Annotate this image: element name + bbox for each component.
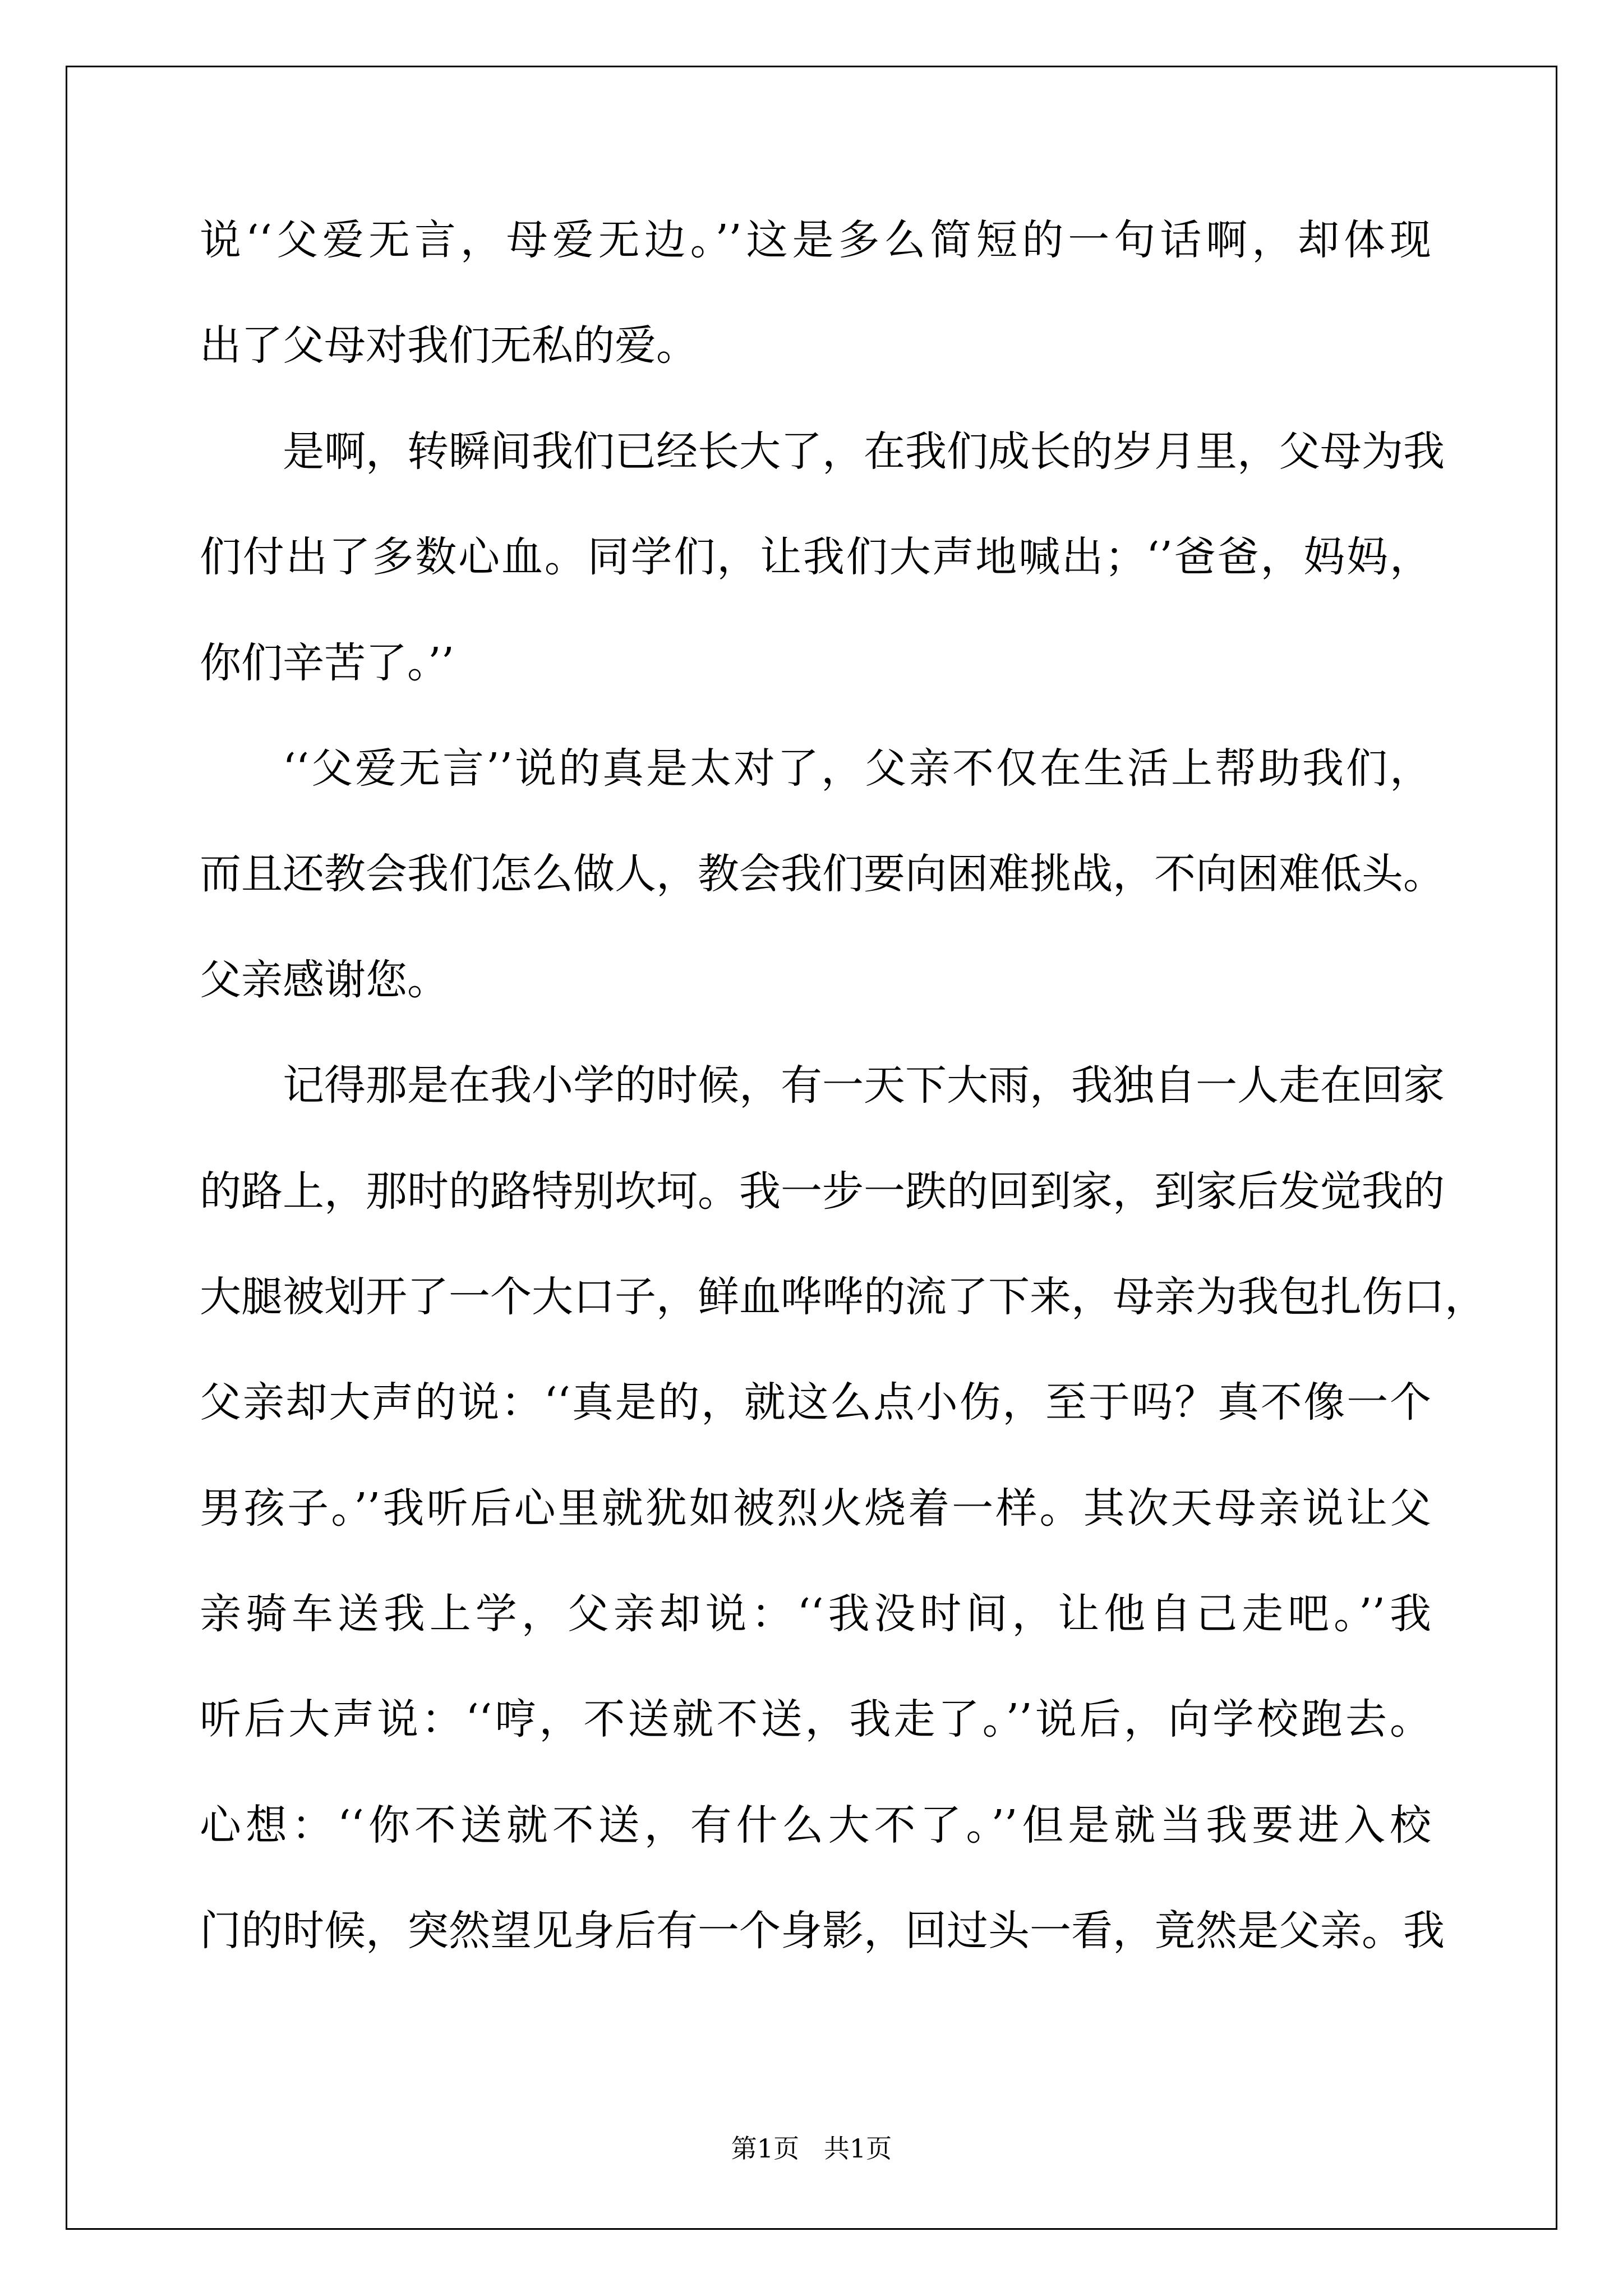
text-line-2: 出了父母对我们无私的爱。	[200, 321, 698, 370]
document-body	[200, 213, 1486, 2010]
text-line-7: 而且还教会我们怎么做人，教会我们要向困难挑战，不向困难低头。	[200, 850, 1445, 899]
text-line-10: 的路上，那时的路特别坎坷。我一步一跌的回到家，到家后发觉我的	[200, 1167, 1445, 1216]
text-line-1: 说‘‘父爱无言，母爱无边。’’这是多么简短的一句话啊，却体现	[200, 216, 1431, 264]
text-line-5: 你们辛苦了。’’	[200, 638, 455, 687]
text-line-9: 记得那是在我小学的时候，有一天下大雨，我独自一人走在回家	[283, 1061, 1445, 1110]
page-footer: 第1页 共1页	[731, 2133, 892, 2164]
text-line-3: 是啊，转瞬间我们已经长大了，在我们成长的岁月里，父母为我	[283, 427, 1445, 476]
text-line-8: 父亲感谢您。	[200, 955, 449, 1004]
text-line-15: 听后大声说：‘‘哼，不送就不送，我走了。’’说后，向学校跑去。	[200, 1695, 1431, 1744]
text-line-13: 男孩子。’’我听后心里就犹如被烈火烧着一样。其次天母亲说让父	[200, 1484, 1431, 1533]
text-line-11: 大腿被划开了一个大口子，鲜血哗哗的流了下来，母亲为我包扎伤口，	[200, 1272, 1486, 1321]
text-line-17: 门的时候，突然望见身后有一个身影，回过头一看，竟然是父亲。我	[200, 1907, 1445, 1955]
text-line-16: 心想：‘‘你不送就不送，有什么大不了。’’但是就当我要进入校	[200, 1801, 1431, 1849]
text-line-14: 亲骑车送我上学，父亲却说：‘‘我没时间，让他自己走吧。’’我	[200, 1590, 1431, 1639]
text-line-4: 们付出了多数心血。同学们，让我们大声地喊出；‘’爸爸，妈妈，	[200, 533, 1431, 582]
text-line-12: 父亲却大声的说：‘‘真是的，就这么点小伤，至于吗？真不像一个	[200, 1378, 1431, 1427]
text-line-6: ‘‘父爱无言’’说的真是太对了，父亲不仅在生活上帮助我们，	[283, 744, 1431, 793]
